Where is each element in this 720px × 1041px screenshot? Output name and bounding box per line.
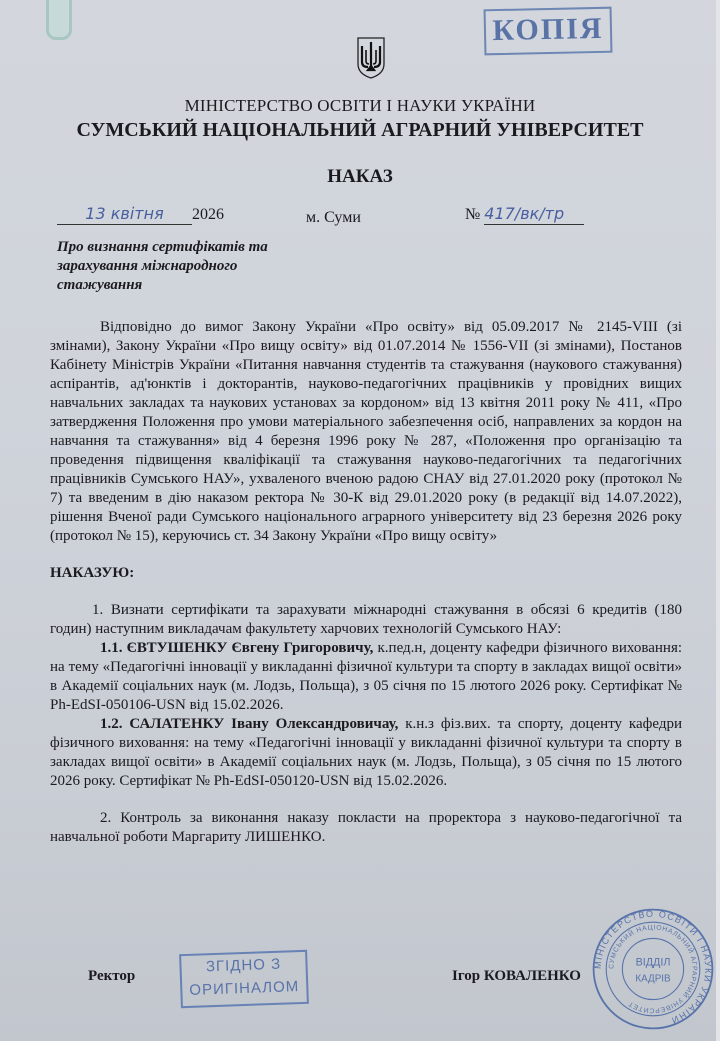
stamp-line-2: ОРИГІНАЛОМ — [189, 978, 300, 999]
order-body — [50, 318, 682, 847]
order-subitem-1-1 — [50, 639, 682, 715]
document-title: НАКАЗ — [327, 166, 393, 187]
handwritten-date: 13 квітня — [57, 204, 192, 225]
page-edge — [716, 0, 720, 1041]
subitem-text: к.пед.н, доценту кафедри фізичного виховання: на тему «Педагогічні інновації у викладанні фізичної культури та спорту в закладах вищої освіти» в Академії соціальних наук (м. Лодзь, Польща), з 05 січня по 15 лютого 2026 року. Сертифікат № Ph-EdSI-050106-USN від 15.02.2026. — [50, 640, 683, 713]
signatory-position: Ректор — [88, 968, 136, 984]
order-subject: Про визнання сертифікатів та зарахування міжнародного стажування — [57, 239, 268, 293]
order-item-2: 2. Контроль за виконання наказу покласти на проректора з науково-педагогічної та навчальної роботи Маргариту ЛИШЕНКО. — [50, 810, 682, 845]
order-number — [465, 204, 584, 225]
copy-stamp: КОПІЯ — [484, 7, 613, 56]
order-item-1: 1. Визнати сертифікати та зарахувати міжнародні стажування в обсязі 6 кредитів (180 годин) наступним викладачам факультету харчових технологій Сумського НАУ: — [50, 602, 682, 637]
subitem-number: 1.2. — [100, 716, 123, 732]
order-heading: НАКАЗУЮ: — [50, 565, 135, 581]
stamp-line-1: ЗГІДНО З — [205, 955, 282, 976]
handwritten-number: 417/вк/тр — [484, 204, 584, 225]
seal-inner-text: СУМСЬКИЙ НАЦІОНАЛЬНИЙ АГРАРНИЙ УНІВЕРСИТЕТ — [608, 924, 698, 1014]
order-city: м. Суми — [306, 209, 361, 226]
subitem-text: к.н.з фіз.вих. та спорту, доценту кафедри фізичного виховання: на тему «Педагогічні інновації у викладанні фізичної культури та спорту в закладах вищої освіти» в Академії соціальних наук (м. Лодзь, Польща), з 05 січня по 15 лютого 2026 року. Сертифікат № Ph-EdSI-050120-USN від 15.02.2026. — [50, 716, 682, 789]
order-year: 2026 — [192, 206, 224, 223]
ministry-name: МІНІСТЕРСТВО ОСВІТИ І НАУКИ УКРАЇНИ — [184, 96, 536, 115]
subitem-number: 1.1. — [100, 640, 123, 656]
paper-clip — [46, 0, 72, 40]
seal-center-line-1: ВІДДІЛ — [635, 956, 671, 969]
coat-of-arms-icon — [356, 36, 386, 80]
svg-text:СУМСЬКИЙ НАЦІОНАЛЬНИЙ АГРАРНИЙ — [608, 924, 697, 1013]
number-label: № — [465, 206, 481, 223]
official-seal — [590, 906, 716, 1032]
preamble-paragraph: Відповідно до вимог Закону України «Про освіту» від 05.09.2017 № 2145-VIII (зі змінами), Закону України «Про вищу освіту» від 01.07.2014 № 1556-VII (зі змінами), Постанов Кабінету Міністрів України «Питання навчання студентів та стажування (наукового стажування) аспірантів, ад'юнктів і докторантів, науково-педагогічних працівників у провідних вищих навчальних закладах та наукових установах за кордоном» від 13 квітня 2011 року № 411, «Про затвердження Положення про умови матеріального забезпечення осіб, направлених за кордон на навчання та стажування» від 4 березня 1996 року № 287, «Положення про організацію та проведення підвищення кваліфікації та стажування науково-педагогічних та педагогічних працівників Сумського НАУ», ухваленого вченою радою СНАУ від 27.01.2020 року (протокол № 7) та введеним в дію наказом ректора № 30-К від 29.01.2020 року (в редакції від 14.07.2022), рішення Вченої ради Сумського національного аграрного університету від 23 березня 2026 року (протокол № 15), керуючись ст. 34 Закону України «Про вищу освіту» — [50, 319, 682, 544]
person-name: ЄВТУШЕНКУ Євгену Григоровичу, — [126, 640, 374, 656]
order-subitem-1-2 — [50, 715, 682, 791]
person-name: САЛАТЕНКУ Івану Олександровичау, — [129, 716, 399, 732]
signatory-name: Ігор КОВАЛЕНКО — [452, 968, 581, 984]
order-date — [57, 204, 224, 225]
seal-center-line-2: КАДРІВ — [635, 973, 671, 985]
university-name: СУМСЬКИЙ НАЦІОНАЛЬНИЙ АГРАРНИЙ УНІВЕРСИТЕТ — [76, 119, 644, 141]
seal-outer-text: МІНІСТЕРСТВО ОСВІТИ І НАУКИ УКРАЇНИ — [592, 908, 714, 1026]
